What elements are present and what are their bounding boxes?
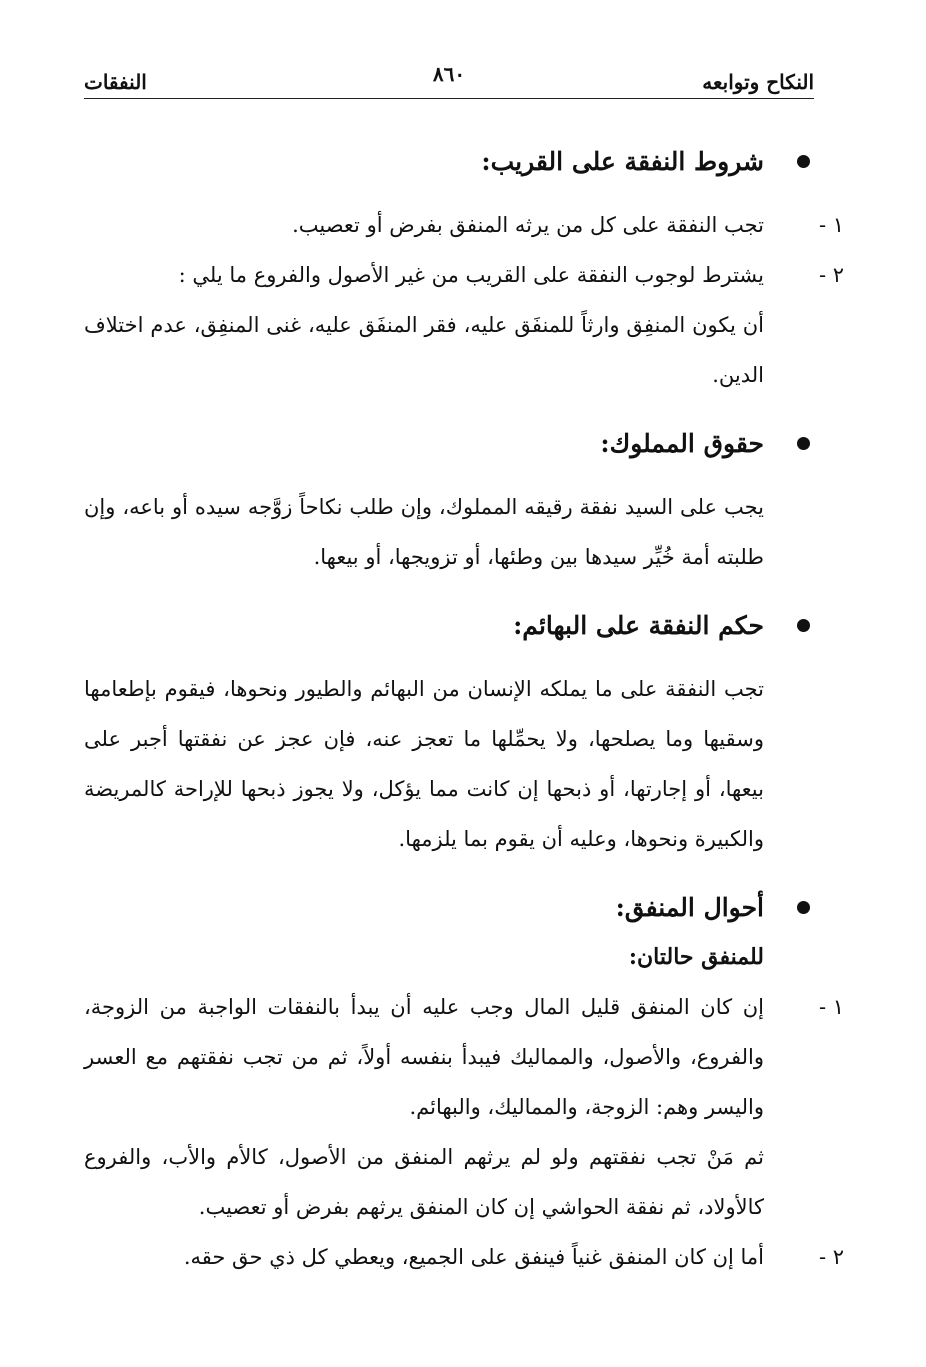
- item-number: ١ -: [818, 995, 844, 1019]
- header-book-section: النكاح وتوابعه: [702, 70, 814, 94]
- section-heading-relative: شروط النفقة على القريب:: [84, 138, 764, 186]
- item-number: ٢ -: [818, 1245, 844, 1269]
- bullet-icon: [797, 619, 810, 632]
- header-page-number: ٨٦٠: [432, 62, 466, 86]
- section-heading-animals: حكم النفقة على البهائم:: [84, 602, 764, 650]
- item-text: أما إن كان المنفق غنياً فينفق على الجميع، ويعطي كل ذي حق حقه.: [183, 1245, 764, 1269]
- item-detail: أن يكون المنفِق وارثاً للمنفَق عليه، فقر المنفَق عليه، غنى المنفِق، عدم اختلاف الدين.: [84, 313, 764, 387]
- bullet-icon: [797, 901, 810, 914]
- item-text: يشترط لوجوب النفقة على القريب من غير الأصول والفروع ما يلي :: [178, 263, 764, 287]
- section-heading-slave: حقوق المملوك:: [84, 420, 764, 468]
- section-heading-spender: أحوال المنفق:: [84, 884, 764, 932]
- numbered-item: [84, 200, 844, 250]
- item-text: إن كان المنفق قليل المال وجب عليه أن يبدأ بالنفقات الواجبة من الزوجة، والفروع، والأصول، والمماليك فيبدأ بنفسه أولاً، ثم من تجب نفقتهم مع العسر واليسر وهم: الزوجة، والمماليك، والبهائم.: [84, 995, 764, 1119]
- numbered-item: [84, 250, 844, 300]
- header-chapter: النفقات: [84, 70, 147, 94]
- item-number: ٢ -: [818, 263, 844, 287]
- section-subheading: للمنفق حالتان:: [628, 944, 764, 970]
- numbered-item: [84, 982, 844, 1132]
- item-continuation: ثم مَنْ تجب نفقتهم ولو لم يرثهم المنفق من الأصول، كالأم والأب، والفروع كالأولاد، ثم نفقة الحواشي إن كان المنفق يرثهم بفرض أو تعصيب.: [84, 1145, 764, 1219]
- bullet-icon: [797, 437, 810, 450]
- page-body: [84, 138, 844, 1282]
- numbered-item: [84, 1232, 844, 1282]
- item-number: ١ -: [818, 213, 844, 237]
- section-text: يجب على السيد نفقة رقيقه المملوك، وإن طلب نكاحاً زوَّجه سيده أو باعه، وإن طلبته أمة خُيِّر سيدها بين وطئها، أو تزويجها، أو بيعها.: [84, 495, 764, 569]
- bullet-icon: [797, 155, 810, 168]
- item-text: تجب النفقة على كل من يرثه المنفق بفرض أو تعصيب.: [292, 213, 764, 237]
- section-text: تجب النفقة على ما يملكه الإنسان من البهائم والطيور ونحوها، فيقوم بإطعامها وسقيها وما يصلحها، ولا يحمِّلها ما تعجز عنه، فإن عجز عن نفقتها أجبر على بيعها، أو إجارتها، أو ذبحها إن كانت مما يؤكل، ولا يجوز ذبحها للإراحة كالمريضة والكبيرة ونحوها، وعليه أن يقوم بما يلزمها.: [84, 677, 764, 851]
- page-header: [84, 58, 814, 99]
